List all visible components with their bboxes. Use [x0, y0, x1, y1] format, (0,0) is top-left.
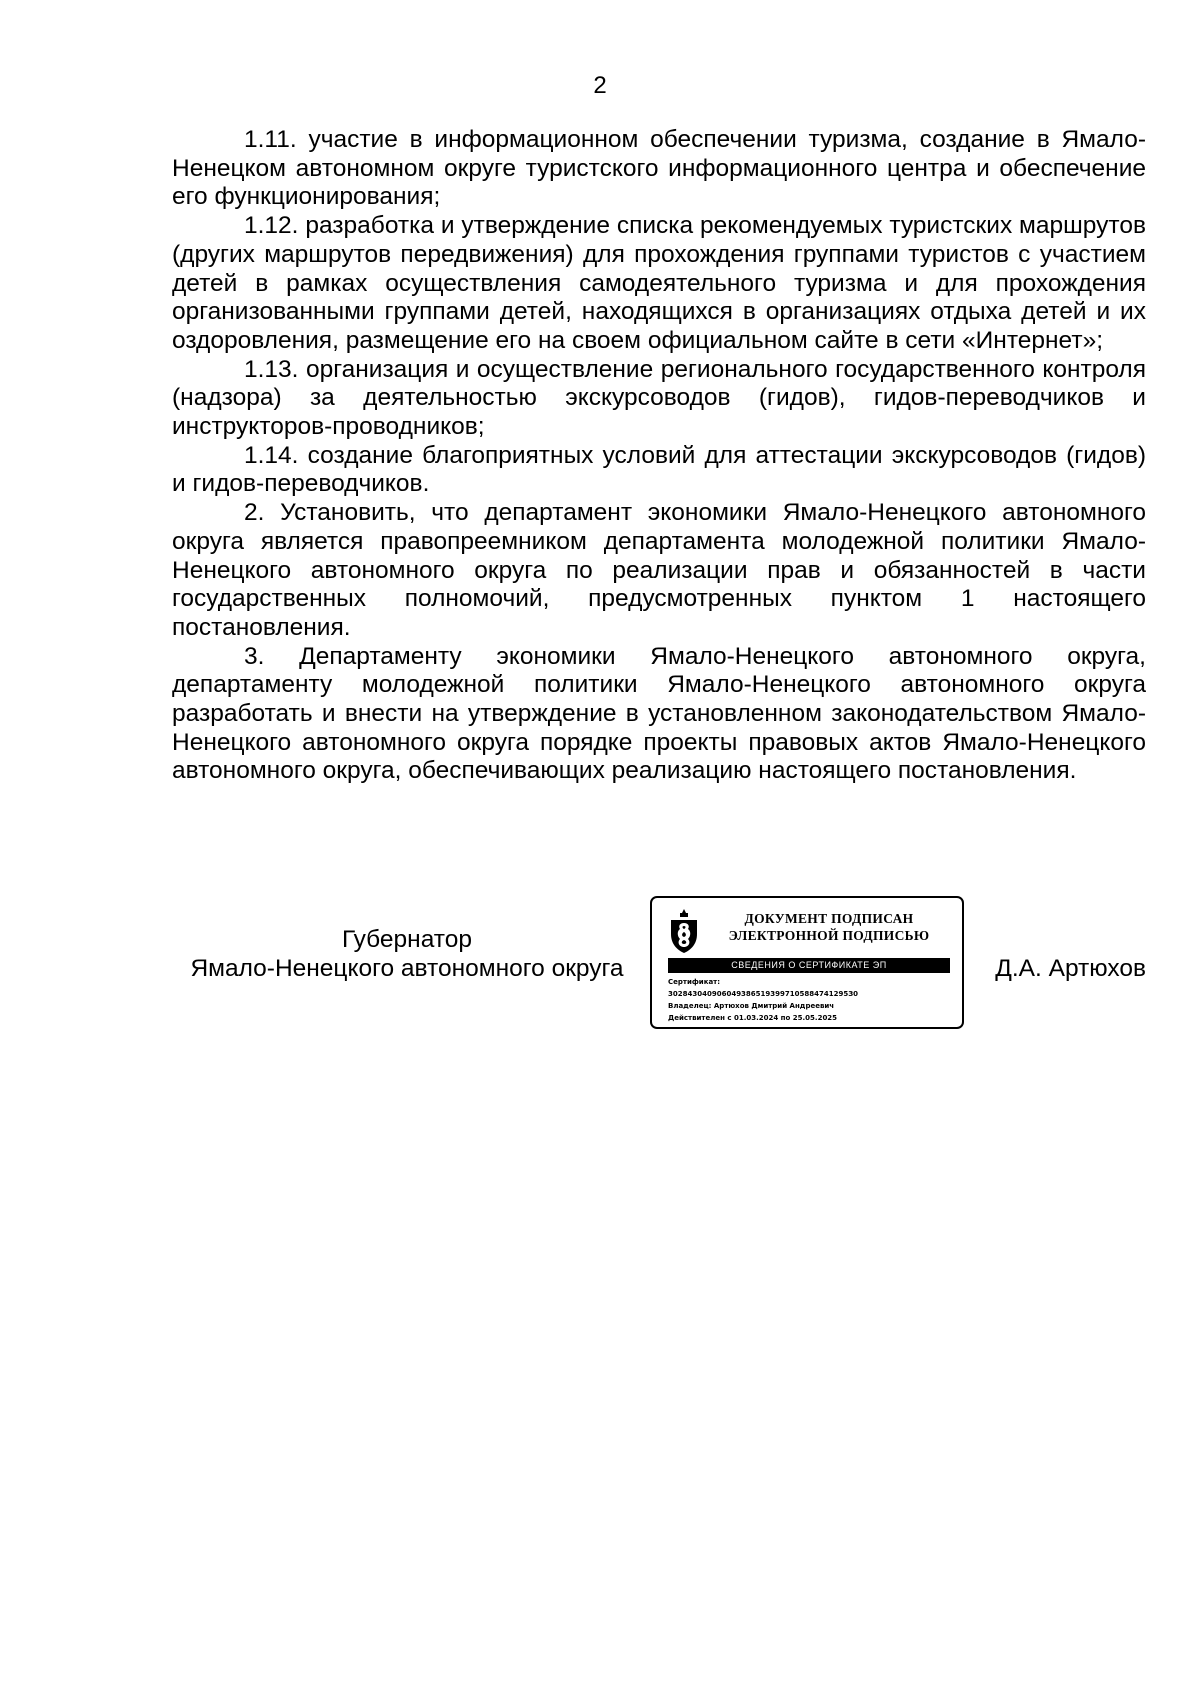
- signer-position: [172, 926, 642, 983]
- stamp-header: [714, 910, 944, 944]
- signature-block: [172, 896, 1146, 1036]
- document-body: [172, 126, 1146, 786]
- certificate-info-bar: СВЕДЕНИЯ О СЕРТИФИКАТЕ ЭП: [668, 958, 950, 973]
- coat-of-arms-icon: [666, 908, 702, 954]
- paragraph-1-11: 1.11. участие в информационном обеспечении туризма, создание в Ямало-Ненецком автономном округе туристского информационного центра и обеспечение его функционирования;: [172, 126, 1146, 211]
- paragraph-2: 2. Установить, что департамент экономики Ямало-Ненецкого автономного округа является правопреемником департамента молодежной политики Ямало-Ненецкого автономного округа по реализации прав и обязанностей в части государственных полномочий, предусмотренных пунктом 1 настоящего постановления.: [172, 499, 1146, 641]
- paragraph-1-12: 1.12. разработка и утверждение списка рекомендуемых туристских маршрутов (других маршрутов передвижения) для прохождения группами туристов с участием детей в рамках осуществления самодеятельного туризма и для прохождения организованными группами детей, находящихся в организациях отдыха детей и их оздоровления, размещение его на своем официальном сайте в сети «Интернет»;: [172, 212, 1146, 354]
- signer-position-line2: Ямало-Ненецкого автономного округа: [190, 954, 624, 982]
- certificate-details: [668, 976, 958, 1024]
- signer-position-line1: Губернатор: [342, 926, 472, 953]
- electronic-signature-stamp: [650, 896, 964, 1029]
- stamp-header-line2: ЭЛЕКТРОННОЙ ПОДПИСЬЮ: [728, 928, 930, 943]
- certificate-validity: Действителен с 01.03.2024 по 25.05.2025: [668, 1014, 838, 1022]
- certificate-label: Сертификат:: [668, 978, 721, 986]
- certificate-number: 3028430409060493865193997105884741295З0: [668, 990, 859, 998]
- stamp-header-line1: ДОКУМЕНТ ПОДПИСАН: [744, 911, 914, 926]
- page-number: 2: [593, 72, 607, 99]
- paragraph-1-14: 1.14. создание благоприятных условий для аттестации экскурсоводов (гидов) и гидов-переводчиков.: [172, 441, 1146, 498]
- paragraph-1-13: 1.13. организация и осуществление регионального государственного контроля (надзора) за деятельностью экскурсоводов (гидов), гидов-переводчиков и инструкторов-проводников;: [172, 355, 1146, 441]
- paragraph-3: 3. Департаменту экономики Ямало-Ненецкого автономного округа, департаменту молодежной политики Ямало-Ненецкого автономного округа разработать и внести на утверждение в установленном законодательством Ямало-Ненецкого автономного округа порядке проекты правовых актов Ямало-Ненецкого автономного округа, обеспечивающих реализацию настоящего постановления.: [172, 642, 1146, 785]
- signer-name: Д.А. Артюхов: [995, 955, 1146, 982]
- certificate-owner: Владелец: Артюхов Дмитрий Андреевич: [668, 1002, 835, 1010]
